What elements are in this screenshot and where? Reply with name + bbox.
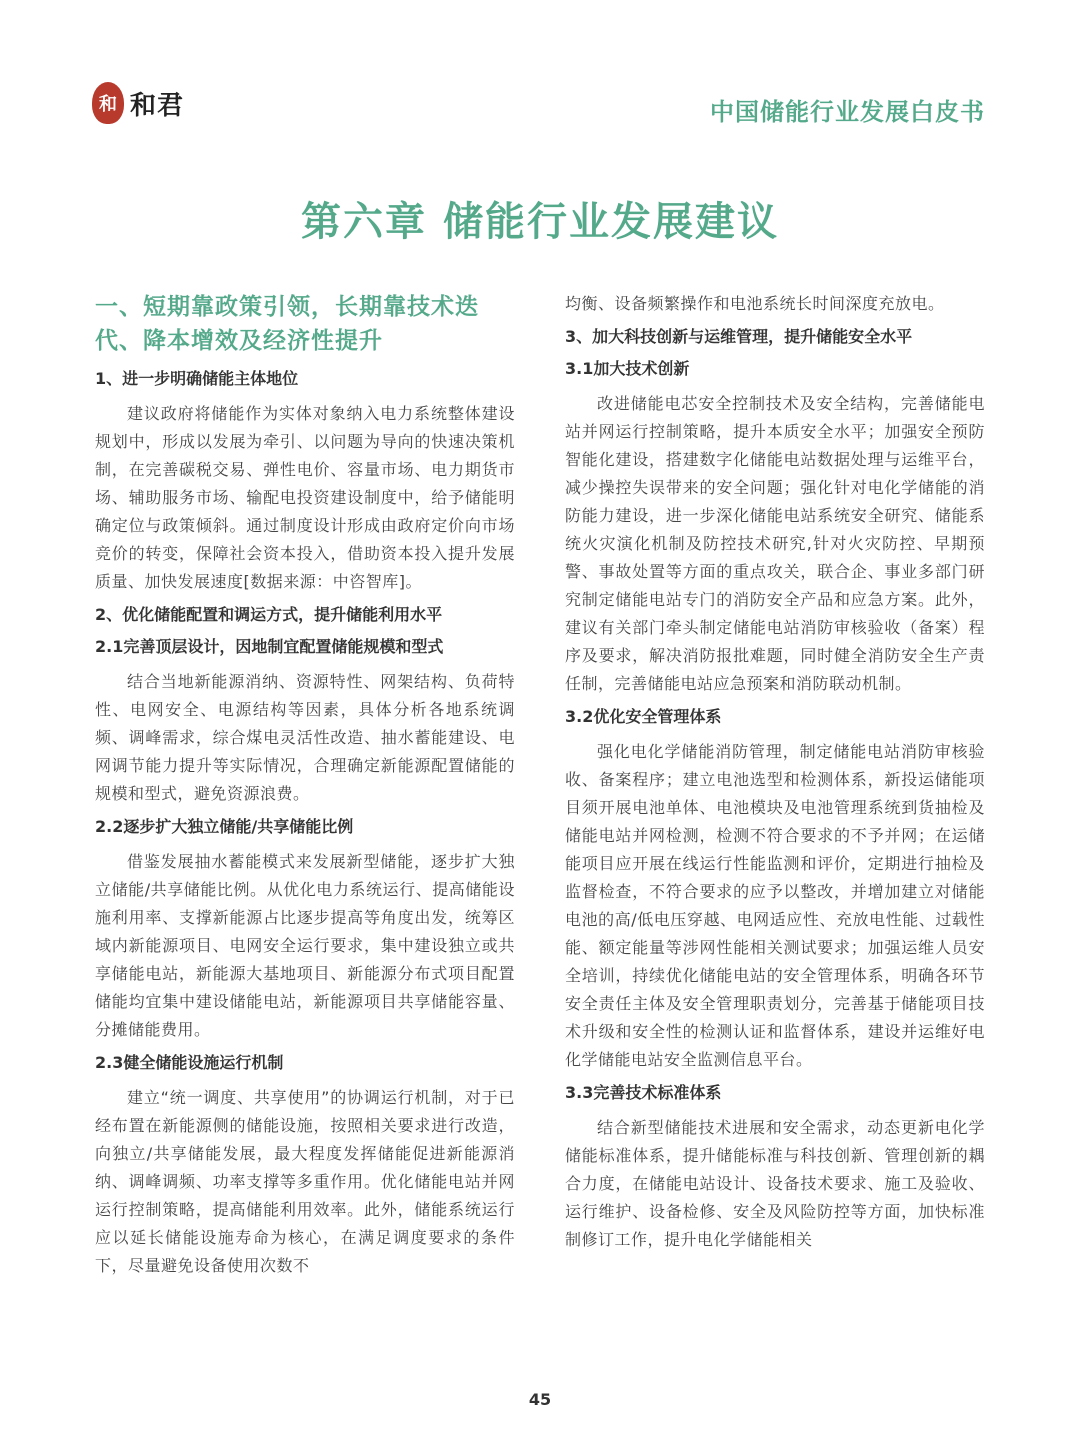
heading-2-1: 2.1完善顶层设计，因地制宜配置储能规模和型式	[95, 637, 444, 656]
right-column	[565, 290, 985, 1262]
chapter-title: 第六章 储能行业发展建议	[301, 199, 779, 245]
paragraph-1: 建议政府将储能作为实体对象纳入电力系统整体建设规划中，形成以发展为牵引、以问题为导向的快速决策机制，在完善碳税交易、弹性电价、容量市场、电力期货市场、辅助服务市场、输配电投资建设制度中，给予储能明确定位与政策倾斜。通过制度设计形成由政府定价向市场竞价的转变，保障社会资本投入，借助资本投入提升发展质量、加快发展速度[数据来源：中咨智库]。	[95, 404, 515, 591]
heading-3-1: 3.1加大技术创新	[565, 359, 690, 378]
book-title: 中国储能行业发展白皮书	[710, 98, 985, 126]
paragraph-2-2: 借鉴发展抽水蓄能模式来发展新型储能，逐步扩大独立储能/共享储能比例。从优化电力系统运行、提高储能设施利用率、支撑新能源占比逐步提高等角度出发，统筹区域内新能源项目、电网安全运行要求，集中建设独立或共享储能电站，新能源大基地项目、新能源分布式项目配置储能均宜集中建设储能电站，新能源项目共享储能容量、分摊储能费用。	[95, 852, 515, 1039]
heading-2-3: 2.3健全储能设施运行机制	[95, 1053, 284, 1072]
heading-3-3: 3.3完善技术标准体系	[565, 1083, 722, 1102]
heading-1: 1、进一步明确储能主体地位	[95, 369, 299, 388]
heading-2: 2、优化储能配置和调运方式，提升储能利用水平	[95, 605, 443, 624]
section-heading: 一、短期靠政策引领，长期靠技术迭代、降本增效及经济性提升	[95, 294, 479, 354]
paragraph-2-1: 结合当地新能源消纳、资源特性、网架结构、负荷特性、电网安全、电源结构等因素，具体分析各地系统调频、调峰需求，综合煤电灵活性改造、抽水蓄能建设、电网调节能力提升等实际情况，合理确定新能源配置储能的规模和型式，避免资源浪费。	[95, 672, 515, 803]
paragraph-3-2: 强化电化学储能消防管理，制定储能电站消防审核验收、备案程序；建立电池选型和检测体系，新投运储能项目须开展电池单体、电池模块及电池管理系统到货抽检及储能电站并网检测，检测不符合要求的不予并网；在运储能项目应开展在线运行性能监测和评价，定期进行抽检及监督检查，不符合要求的应予以整改，并增加建立对储能电池的高/低电压穿越、电网适应性、充放电性能、过载性能、额定能量等涉网性能相关测试要求；加强运维人员安全培训，持续优化储能电站的安全管理体系，明确各环节安全责任主体及安全管理职责划分，完善基于储能项目技术升级和安全性的检测认证和监督体系，建设并运维好电化学储能电站安全监测信息平台。	[565, 742, 985, 1069]
logo-seal-icon: 和	[92, 82, 124, 124]
paragraph-2-3: 建立“统一调度、共享使用”的协调运行机制，对于已经布置在新能源侧的储能设施，按照相关要求进行改造，向独立/共享储能发展，最大程度发挥储能促进新能源消纳、调峰调频、功率支撑等多重作用。优化储能电站并网运行控制策略，提高储能利用效率。此外，储能系统运行应以延长储能设施寿命为核心，在满足调度要求的条件下，尽量避免设备使用次数不	[95, 1088, 515, 1275]
heading-3: 3、加大科技创新与运维管理，提升储能安全水平	[565, 327, 913, 346]
paragraph-continued: 均衡、设备频繁操作和电池系统长时间深度充放电。	[565, 294, 945, 313]
heading-3-2: 3.2优化安全管理体系	[565, 707, 722, 726]
logo-text: 和君	[130, 90, 185, 121]
page-number: 45	[528, 1390, 552, 1409]
page-header	[92, 82, 985, 132]
paragraph-3-1: 改进储能电芯安全控制技术及安全结构，完善储能电站并网运行控制策略，提升本质安全水平；加强安全预防智能化建设，搭建数字化储能电站数据处理与运维平台，减少操控失误带来的安全问题；强化针对电化学储能的消防能力建设，进一步深化储能电站系统安全研究、储能系统火灾演化机制及防控技术研究,针对火灾防控、早期预警、事故处置等方面的重点攻关，联合企、事业多部门研究制定储能电站专门的消防安全产品和应急方案。此外，建议有关部门牵头制定储能电站消防审核验收（备案）程序及要求，解决消防报批难题，同时健全消防安全生产责任制，完善储能电站应急预案和消防联动机制。	[565, 394, 985, 693]
paragraph-3-3: 结合新型储能技术进展和安全需求，动态更新电化学储能标准体系，提升储能标准与科技创新、管理创新的耦合力度，在储能电站设计、设备技术要求、施工及验收、运行维护、设备检修、安全及风险防控等方面，加快标准制修订工作，提升电化学储能相关	[565, 1118, 985, 1249]
heading-2-2: 2.2逐步扩大独立储能/共享储能比例	[95, 817, 354, 836]
logo	[92, 82, 184, 124]
left-column	[95, 290, 515, 1288]
